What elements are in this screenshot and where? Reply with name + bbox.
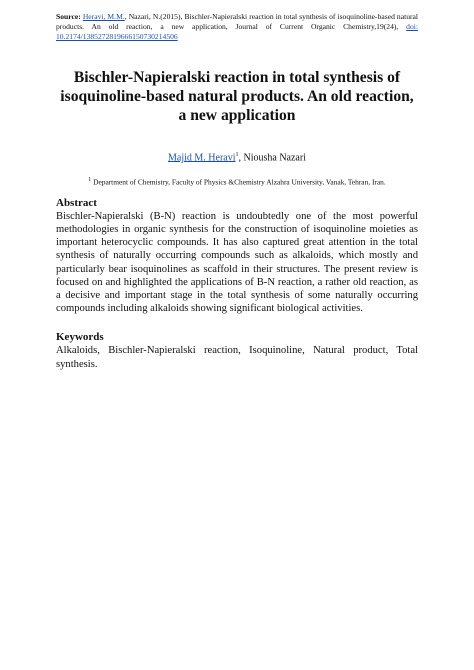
affiliation-mark: 1	[88, 177, 92, 184]
author-line	[56, 149, 418, 164]
abstract-text: Bischler-Napieralski (B-N) reaction is undoubtedly one of the most powerful methodologies in organic synthesis for the construction of isoquinoline moieties as important heterocyclic compounds. It has also captured great attention in the total synthesis of naturally occurring compounds such as alkaloids, which mostly and particularly bear isoquinolines as scaffold in their structures. The present review is focused on and highlighted the applications of B-N reaction, a rather old reaction, as a decisive and important stage in the total synthesis of some naturally occurring compounds including alkaloids showing significant biological activities.	[56, 210, 418, 315]
affiliation-text: Department of Chemistry, Faculty of Physics &Chemistry Alzahra University, Vanak, Tehran, Iran.	[93, 177, 386, 187]
keywords-heading: Keywords	[56, 331, 104, 344]
first-author-affiliation-mark: 1	[235, 152, 239, 158]
paper-page	[56, 12, 418, 371]
affiliation	[56, 175, 418, 187]
doi-link[interactable]: doi: 10.2174/1385272819666150730214506	[56, 22, 418, 41]
author-link[interactable]: Heravi, M.M.	[82, 12, 125, 21]
abstract-heading: Abstract	[56, 196, 97, 209]
source-citation	[56, 12, 418, 42]
first-author-link[interactable]: Majid M. Heravi	[168, 152, 236, 164]
keywords-text: Alkaloids, Bischler-Napieralski reaction, Isoquinoline, Natural product, Total synthesis.	[56, 345, 418, 370]
source-citation-text: , Nazari, N.(2015), Bischler-Napieralski reaction in total synthesis of isoquinoline-based natural products. An old reaction, a new application, Journal of Current Organic Chemistry,19(24),	[56, 12, 418, 31]
source-label: Source:	[56, 12, 81, 21]
other-authors: , Niousha Nazari	[238, 152, 306, 164]
paper-title: Bischler-Napieralski reaction in total synthesis of isoquinoline-based natural products. An old reaction, a new application	[60, 69, 414, 124]
